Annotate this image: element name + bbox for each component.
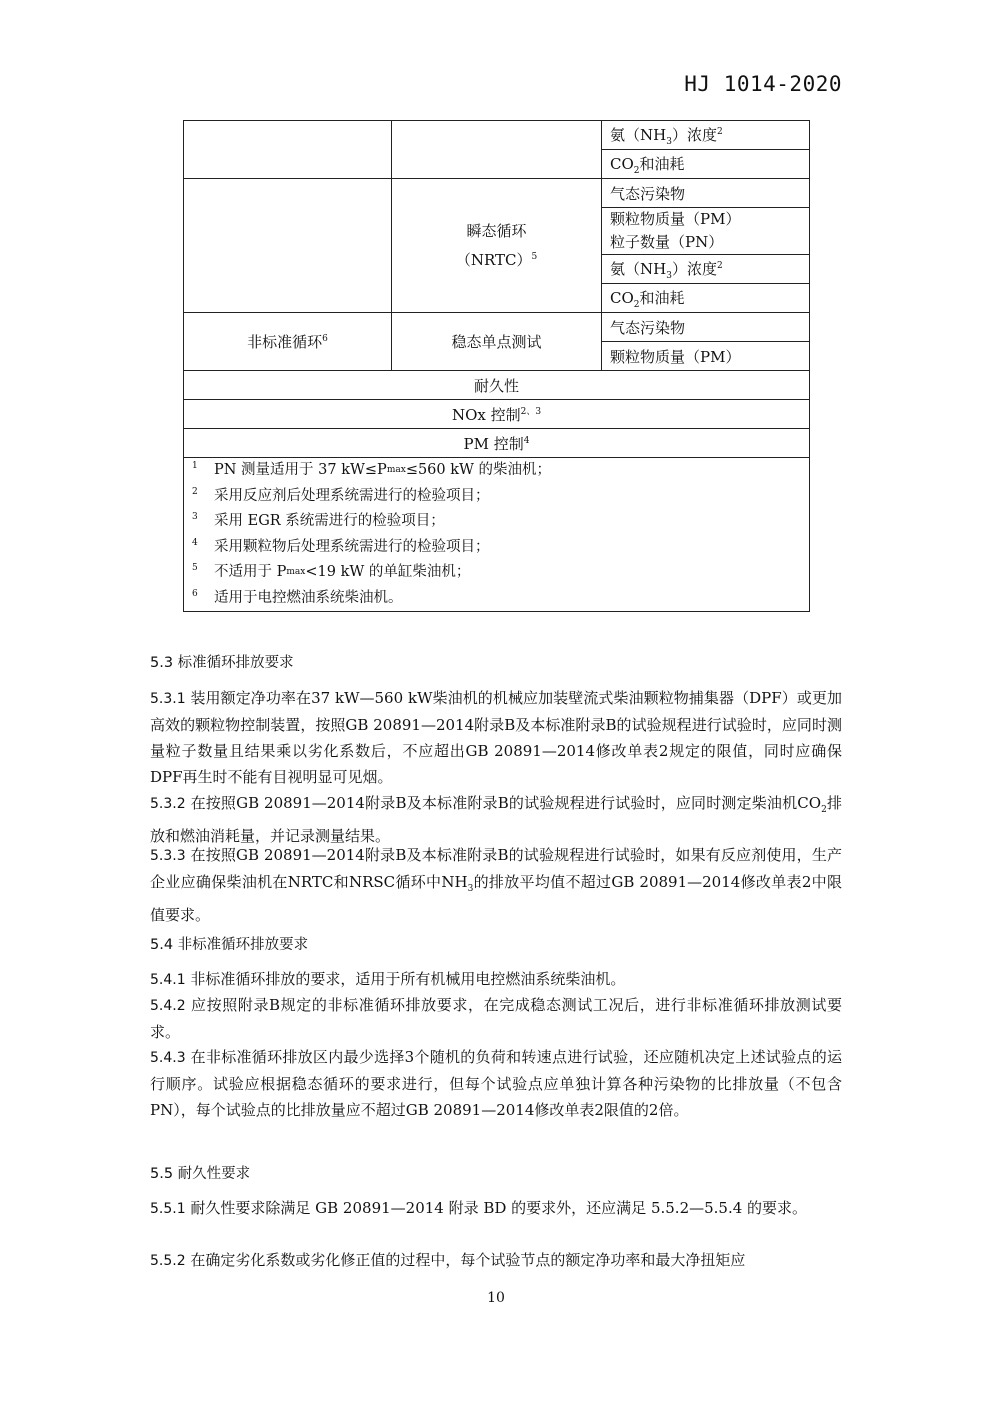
paragraph-5-3-1: 5.3.1 装用额定净功率在37 kW—560 kW柴油机的机械应加装壁流式柴油颗粒物捕集器（DPF）或更加高效的颗粒物控制装置，按照GB 20891—2014附录B及本标准附录B的试验规程进行试验时，应同时测量粒子数量且结果乘以劣化系数后，不应超出GB 20891—2014修改单表2规定的限值，同时应确保DPF再生时不能有目视明显可见烟。: [150, 689, 842, 786]
paragraph-5-5-1: 5.5.1 耐久性要求除满足 GB 20891—2014 附录 BD 的要求外，还应满足 5.5.2—5.5.4 的要求。: [150, 1199, 808, 1217]
section-heading-5-5: 5.5 耐久性要求: [150, 1166, 251, 1182]
table-cell-nh3: 氨$(NH_3)$浓度$^2$: [602, 255, 810, 284]
table-cell-nox-control: NOx 控制$^{2、3}$: [184, 400, 810, 429]
footnote-3: 3 采用 EGR 系统需进行的检验项目；: [192, 512, 445, 529]
footnote-6: 6 适用于电控燃油系统柴油机。: [192, 588, 403, 606]
paragraph-5-3-2: 5.3.2 在按照GB 20891—2014附录B及本标准附录B的试验规程进行试验时，应同时测定柴油机$CO_2$排放和燃油消耗量，并记录测量结果。: [150, 794, 842, 845]
paragraph-5-4-3: 5.4.3 在非标准循环排放区内最少选择3个随机的负荷和转速点进行试验，还应随机决定上述试验点的运行顺序。试验应根据稳态循环的要求进行，但每个试验点应单独计算各种污染物的比排放量（不包含PN），每个试验点的比排放量应不超过GB 20891—2014修改单表2限值的2倍。: [150, 1048, 842, 1119]
table-cell-empty: [184, 179, 392, 313]
page-number: 10: [487, 1290, 505, 1306]
table-cell-pm-pn: [602, 208, 810, 255]
table-cell-non-standard-cycle: 非标准循环$^6$: [184, 313, 392, 371]
footnote-2: 2 采用反应剂后处理系统需进行的检验项目；: [192, 486, 490, 504]
test-items-table: [183, 120, 810, 612]
table-cell-pm: 颗粒物质量（PM）: [602, 342, 810, 371]
section-heading-5-4: 5.4 非标准循环排放要求: [150, 937, 309, 953]
paragraph-5-5-2: 5.5.2 在确定劣化系数或劣化修正值的过程中，每个试验节点的额定净功率和最大净扭矩应: [150, 1251, 746, 1269]
footnote-1: 1 PN 测量适用于 37 kW≤P max ≤560 kW 的柴油机；: [192, 461, 552, 478]
footnote-5: 5 不适用于 P max <19 kW 的单缸柴油机；: [192, 563, 471, 580]
table-cell-nrtc: [392, 179, 602, 313]
standard-code: HJ 1014-2020: [684, 72, 842, 96]
table-cell-pm-control: PM 控制$^4$: [184, 429, 810, 458]
pn-count-text: 粒子数量（PN）: [610, 233, 724, 251]
table-cell-steady-single: 稳态单点测试: [392, 313, 602, 371]
paragraph-5-4-1: 5.4.1 非标准循环排放的要求，适用于所有机械用电控燃油系统柴油机。: [150, 970, 626, 988]
section-heading-5-3: 5.3 标准循环排放要求: [150, 655, 294, 671]
table-cell-empty: [392, 121, 602, 179]
table-cell-co2: $CO_2$和油耗: [602, 150, 810, 179]
table-cell-durability: 耐久性: [184, 371, 810, 400]
table-cell-co2: $CO_2$和油耗: [602, 284, 810, 313]
table-footnotes: [184, 458, 810, 612]
paragraph-5-4-2: 5.4.2 应按照附录B规定的非标准循环排放要求，在完成稳态测试工况后，进行非标准循环排放测试要求。: [150, 996, 842, 1041]
table-cell-nh3: 氨$(NH_3)$浓度$^2$: [602, 121, 810, 150]
footnote-4: 4 采用颗粒物后处理系统需进行的检验项目；: [192, 537, 490, 555]
table-cell-gaseous: 气态污染物: [602, 179, 810, 208]
nrtc-code: （NRTC）$^5$: [455, 251, 538, 269]
nrtc-label: 瞬态循环: [466, 222, 527, 240]
table-cell-gaseous: 气态污染物: [602, 313, 810, 342]
paragraph-5-3-3: 5.3.3 在按照GB 20891—2014附录B及本标准附录B的试验规程进行试验时，如果有反应剂使用，生产企业应确保柴油机在NRTC和NRSC循环中$NH_3$的排放平均值不超过GB 20891—2014修改单表2中限值要求。: [150, 846, 842, 924]
table-cell-empty: [184, 121, 392, 179]
pm-mass-text: 颗粒物质量（PM）: [610, 210, 741, 228]
